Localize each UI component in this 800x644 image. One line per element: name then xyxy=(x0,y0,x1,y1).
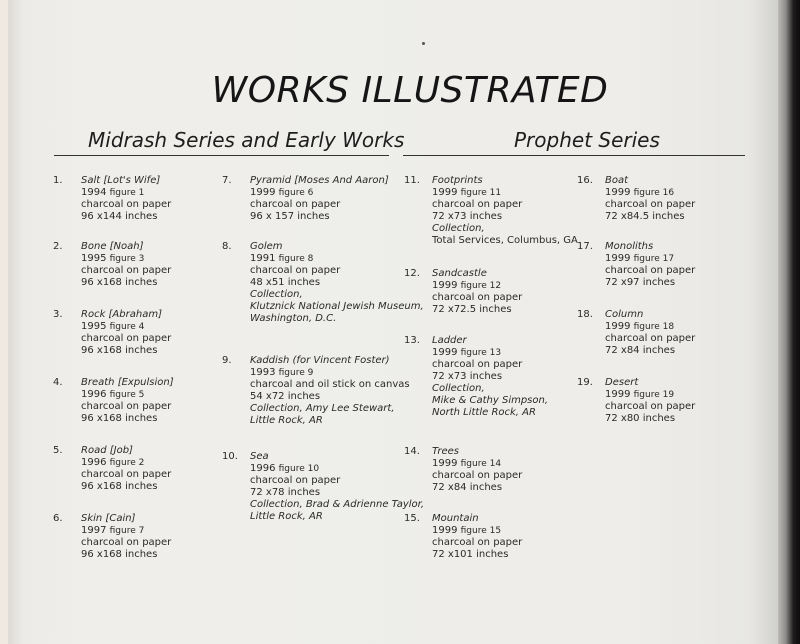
work-number: 8. xyxy=(222,241,232,252)
work-year: 1995 xyxy=(81,321,107,332)
work-year: 1999 xyxy=(432,458,458,469)
work-figure: figure 1 xyxy=(109,188,145,198)
work-figure: figure 18 xyxy=(633,322,675,332)
work-entry xyxy=(404,268,522,316)
work-detail: Mike & Cathy Simpson, xyxy=(432,395,549,406)
work-year-figure xyxy=(605,253,695,265)
work-detail: 48 x51 inches xyxy=(250,277,321,288)
work-title: Skin [Cain] xyxy=(81,513,136,524)
work-detail: 72 x80 inches xyxy=(605,413,676,424)
work-detail: Little Rock, AR xyxy=(250,415,323,426)
work-figure: figure 11 xyxy=(460,188,502,198)
work-detail: charcoal on paper xyxy=(250,199,341,210)
work-detail: charcoal on paper xyxy=(605,333,696,344)
work-title: Mountain xyxy=(432,513,479,524)
work-title: Salt [Lot's Wife] xyxy=(81,175,161,186)
work-detail: charcoal on paper xyxy=(81,265,172,276)
work-figure: figure 2 xyxy=(109,458,145,468)
work-year: 1999 xyxy=(605,253,631,264)
work-detail: charcoal on paper xyxy=(605,199,696,210)
work-detail: charcoal on paper xyxy=(605,265,696,276)
work-figure: figure 6 xyxy=(278,188,314,198)
work-detail: 72 x73 inches xyxy=(432,371,503,382)
work-figure: figure 19 xyxy=(633,390,675,400)
work-year: 1996 xyxy=(81,389,107,400)
work-year-figure xyxy=(250,253,424,265)
work-year-figure xyxy=(432,525,522,537)
work-detail: 72 x84.5 inches xyxy=(605,211,685,222)
work-number: 10. xyxy=(222,451,238,462)
work-detail: 96 x 157 inches xyxy=(250,211,330,222)
work-detail: Little Rock, AR xyxy=(250,511,323,522)
work-detail: charcoal on paper xyxy=(81,333,172,344)
work-detail: 96 x168 inches xyxy=(81,345,158,356)
work-detail: Washington, D.C. xyxy=(250,313,337,324)
work-figure: figure 12 xyxy=(460,281,502,291)
work-number: 15. xyxy=(404,513,420,524)
work-year: 1995 xyxy=(81,253,107,264)
work-detail: charcoal on paper xyxy=(432,292,523,303)
work-figure: figure 4 xyxy=(109,322,145,332)
work-detail: charcoal on paper xyxy=(432,359,523,370)
work-title: Monoliths xyxy=(605,241,654,252)
work-title: Trees xyxy=(432,446,459,457)
work-detail: charcoal on paper xyxy=(432,537,523,548)
work-title: Road [Job] xyxy=(81,445,133,456)
work-year-figure xyxy=(432,280,522,292)
work-year-figure xyxy=(81,321,171,333)
work-entry xyxy=(404,446,522,494)
work-entry xyxy=(222,175,389,223)
work-title: Breath [Expulsion] xyxy=(81,377,174,388)
work-year-figure xyxy=(81,187,171,199)
work-entry xyxy=(404,175,578,247)
work-title: Rock [Abraham] xyxy=(81,309,162,320)
work-detail: Total Services, Columbus, GA xyxy=(432,235,578,246)
work-year: 1996 xyxy=(250,463,276,474)
work-entry xyxy=(404,513,522,561)
work-number: 17. xyxy=(577,241,593,252)
work-entry xyxy=(53,309,171,357)
work-detail: 72 x101 inches xyxy=(432,549,509,560)
work-number: 19. xyxy=(577,377,593,388)
work-detail: charcoal on paper xyxy=(250,265,341,276)
work-year: 1999 xyxy=(605,187,631,198)
work-number: 18. xyxy=(577,309,593,320)
work-title: Ladder xyxy=(432,335,467,346)
work-title: Bone [Noah] xyxy=(81,241,144,252)
work-detail: Collection, Amy Lee Stewart, xyxy=(250,403,395,414)
work-detail: 72 x72.5 inches xyxy=(432,304,512,315)
page-title: WORKS ILLUSTRATED xyxy=(211,70,609,111)
work-entry xyxy=(577,309,695,357)
work-year: 1993 xyxy=(250,367,276,378)
work-year-figure xyxy=(432,347,548,359)
work-year-figure xyxy=(432,187,578,199)
work-detail: North Little Rock, AR xyxy=(432,407,536,418)
work-number: 12. xyxy=(404,268,420,279)
work-detail: Klutznick National Jewish Museum, xyxy=(250,301,424,312)
work-year-figure xyxy=(250,187,389,199)
work-number: 13. xyxy=(404,335,420,346)
work-year-figure xyxy=(81,525,171,537)
work-detail: 72 x84 inches xyxy=(605,345,676,356)
work-entry xyxy=(53,175,171,223)
work-number: 4. xyxy=(53,377,63,388)
work-figure: figure 17 xyxy=(633,254,675,264)
work-year-figure xyxy=(605,321,695,333)
work-entry xyxy=(53,445,171,493)
work-title: Golem xyxy=(250,241,283,252)
section-heading-prophet: Prophet Series xyxy=(514,128,660,152)
work-year: 1999 xyxy=(605,389,631,400)
work-number: 7. xyxy=(222,175,232,186)
work-title: Footprints xyxy=(432,175,483,186)
work-detail: charcoal on paper xyxy=(432,470,523,481)
work-figure: figure 13 xyxy=(460,348,502,358)
work-detail: 72 x84 inches xyxy=(432,482,503,493)
work-entry xyxy=(222,241,424,325)
work-year-figure xyxy=(605,187,695,199)
work-year: 1999 xyxy=(432,187,458,198)
paper-speck xyxy=(422,42,425,45)
work-figure: figure 16 xyxy=(633,188,675,198)
work-year: 1999 xyxy=(432,525,458,536)
work-year: 1991 xyxy=(250,253,276,264)
work-detail: 96 x168 inches xyxy=(81,413,158,424)
work-detail: 96 x144 inches xyxy=(81,211,158,222)
work-figure: figure 10 xyxy=(278,464,320,474)
work-detail: charcoal on paper xyxy=(81,199,172,210)
work-year-figure xyxy=(605,389,695,401)
work-year: 1997 xyxy=(81,525,107,536)
work-year: 1999 xyxy=(432,280,458,291)
work-detail: charcoal on paper xyxy=(605,401,696,412)
work-number: 9. xyxy=(222,355,232,366)
work-title: Sandcastle xyxy=(432,268,487,279)
page-binding-edge xyxy=(778,0,800,644)
work-detail: charcoal on paper xyxy=(250,475,341,486)
work-entry xyxy=(53,513,171,561)
work-detail: charcoal on paper xyxy=(81,401,172,412)
section-heading-midrash: Midrash Series and Early Works xyxy=(88,128,405,152)
work-number: 6. xyxy=(53,513,63,524)
work-year-figure xyxy=(81,389,174,401)
work-number: 16. xyxy=(577,175,593,186)
work-entry xyxy=(577,241,695,289)
work-entry xyxy=(577,377,695,425)
work-detail: 96 x168 inches xyxy=(81,549,158,560)
work-figure: figure 8 xyxy=(278,254,314,264)
work-entry xyxy=(577,175,695,223)
work-figure: figure 9 xyxy=(278,368,314,378)
section-rule-midrash xyxy=(54,155,389,156)
work-year-figure xyxy=(81,457,171,469)
work-title: Pyramid [Moses And Aaron] xyxy=(250,175,389,186)
work-year-figure xyxy=(250,367,410,379)
work-figure: figure 5 xyxy=(109,390,145,400)
work-detail: 96 x168 inches xyxy=(81,277,158,288)
section-rule-prophet xyxy=(403,155,745,156)
work-title: Column xyxy=(605,309,644,320)
work-detail: 54 x72 inches xyxy=(250,391,321,402)
work-number: 2. xyxy=(53,241,63,252)
work-title: Kaddish (for Vincent Foster) xyxy=(250,355,390,366)
work-detail: Collection, xyxy=(432,383,485,394)
work-detail: charcoal on paper xyxy=(432,199,523,210)
work-year: 1999 xyxy=(432,347,458,358)
work-figure: figure 15 xyxy=(460,526,502,536)
work-detail: Collection, xyxy=(432,223,485,234)
work-year: 1999 xyxy=(605,321,631,332)
work-year-figure xyxy=(432,458,522,470)
work-detail: charcoal on paper xyxy=(81,469,172,480)
work-figure: figure 14 xyxy=(460,459,502,469)
work-entry xyxy=(222,355,410,427)
work-number: 14. xyxy=(404,446,420,457)
work-title: Sea xyxy=(250,451,269,462)
work-year: 1994 xyxy=(81,187,107,198)
work-detail: Collection, Brad & Adrienne Taylor, xyxy=(250,499,425,510)
work-year-figure xyxy=(250,463,424,475)
work-entry xyxy=(404,335,548,419)
work-title: Boat xyxy=(605,175,629,186)
work-detail: 72 x73 inches xyxy=(432,211,503,222)
work-year-figure xyxy=(81,253,171,265)
work-number: 1. xyxy=(53,175,63,186)
work-year: 1996 xyxy=(81,457,107,468)
work-title: Desert xyxy=(605,377,639,388)
work-year: 1999 xyxy=(250,187,276,198)
work-entry xyxy=(53,241,171,289)
work-detail: Collection, xyxy=(250,289,303,300)
work-detail: 96 x168 inches xyxy=(81,481,158,492)
work-detail: charcoal and oil stick on canvas xyxy=(250,379,410,390)
work-number: 5. xyxy=(53,445,63,456)
work-number: 11. xyxy=(404,175,420,186)
work-entry xyxy=(53,377,174,425)
work-figure: figure 3 xyxy=(109,254,145,264)
work-detail: 72 x97 inches xyxy=(605,277,676,288)
work-entry xyxy=(222,451,424,523)
work-detail: charcoal on paper xyxy=(81,537,172,548)
work-number: 3. xyxy=(53,309,63,320)
work-detail: 72 x78 inches xyxy=(250,487,321,498)
work-figure: figure 7 xyxy=(109,526,145,536)
